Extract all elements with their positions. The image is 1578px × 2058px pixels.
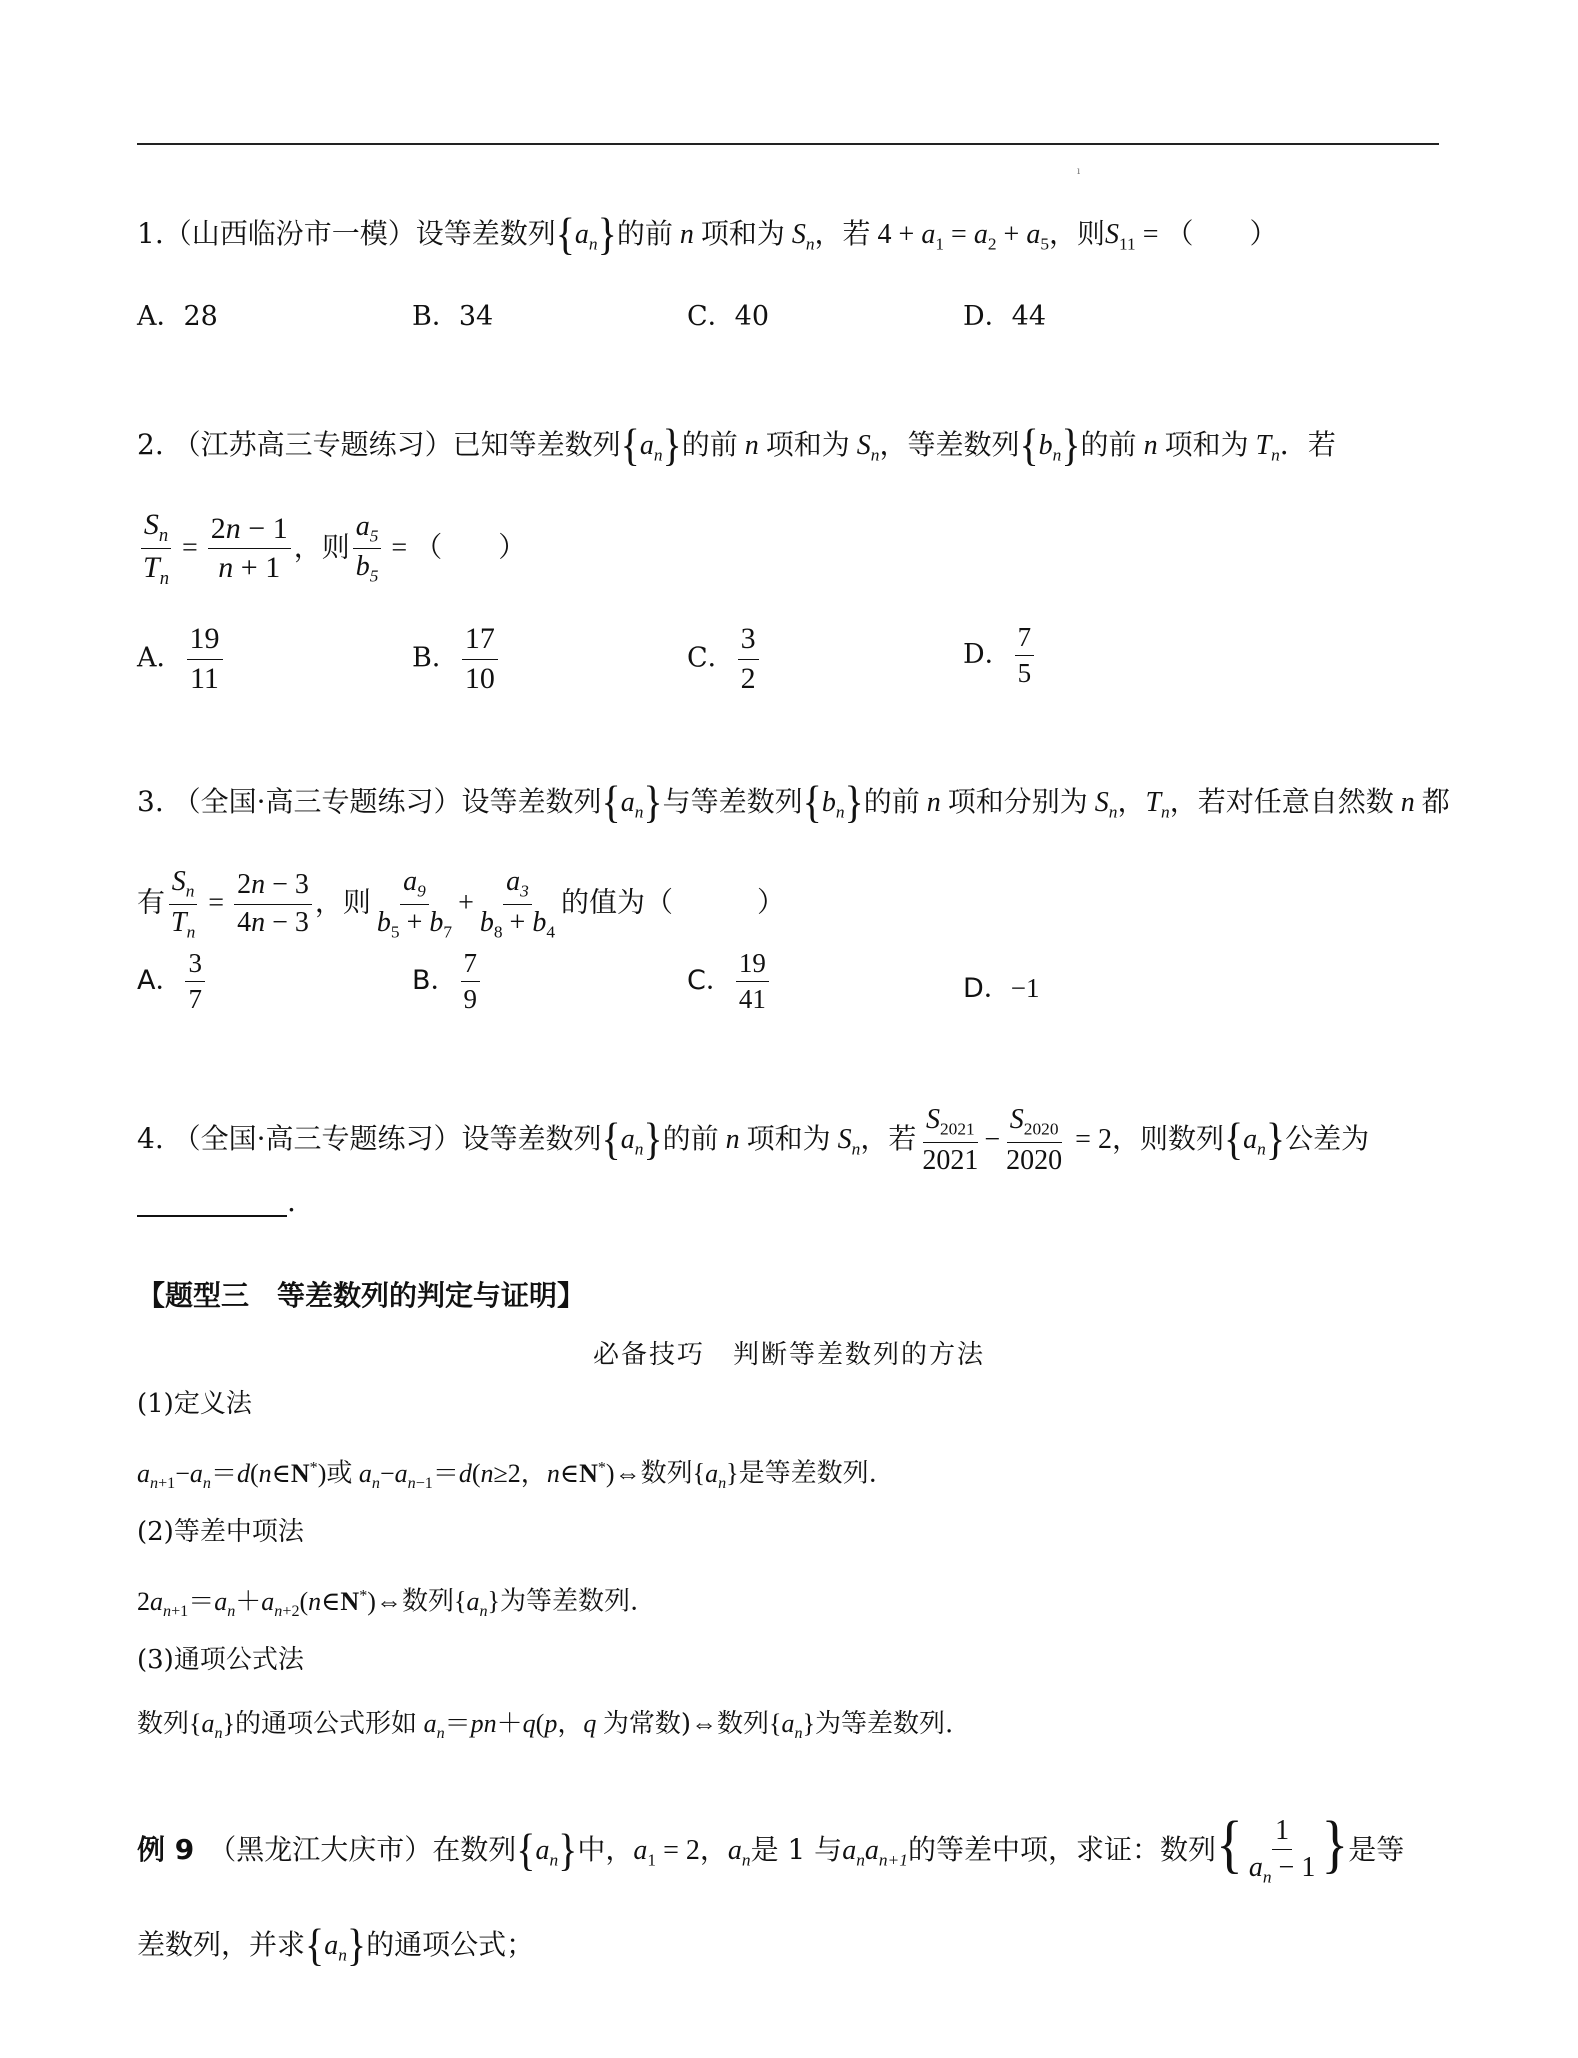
question-4-answer-blank[interactable]: . xyxy=(137,1182,296,1222)
method-1-text: $a_{n+1}-a_n=d(n\in N^*)$或 $a_n-a_{n-1}=d(n\ge 2$，n∈N*)⇔数列$\{a_n\}$是等差数列. xyxy=(137,1458,877,1492)
q3-option-d[interactable]: D．−1 xyxy=(963,973,1040,1004)
method-2-text: $2a_{n+1}=a_n+a_{n+2}(n\in N^*)\Leftrightarrow$数列$\{a_n\}$为等差数列. xyxy=(137,1586,639,1620)
q1-option-a[interactable]: A．28 xyxy=(137,301,218,332)
question-4: 4. （全国·高三专题练习）设等差数列$\{a_n\}$的前 n 项和为 $S_n$，若 $\frac{S_{2021}}{2021}$ − $\frac{S_{2020}}{2020}$ = 2，则数列$\{a_n\}$公差为 xyxy=(137,1104,1370,1176)
q3-option-b[interactable]: B． $\frac{7}{9}$ xyxy=(412,948,483,1015)
q1-option-c[interactable]: C．40 xyxy=(687,301,770,332)
q2-option-b[interactable]: B． $\frac{17}{10}$ xyxy=(412,622,501,696)
technique-title: 必备技巧 判断等差数列的方法 xyxy=(592,1340,985,1370)
method-2-title: (2)等差中项法 xyxy=(137,1517,304,1547)
header-rule xyxy=(137,143,1439,145)
example-9-line-2: 差数列，并求$\{a_n\}$的通项公式； xyxy=(137,1918,535,1971)
method-3-title: (3)通项公式法 xyxy=(137,1645,304,1675)
question-3: 3. （全国·高三专题练习）设等差数列$\{a_n\}$与等差数列$\{b_n\}$的前 n 项和分别为 $S_n$，$T_n$，若对任意自然数 n 都 xyxy=(137,775,1450,828)
question-2: 2. （江苏高三专题练习）已知等差数列$\{a_n\}$的前 n 项和为 $S_n$，等差数列$\{b_n\}$的前 n 项和为 $T_n$．若 xyxy=(137,418,1336,471)
q2-option-d[interactable]: D． $\frac{7}{5}$ xyxy=(963,622,1037,689)
question-3-condition: 有 $\frac{S_n}{T_n}$ = $\frac{2n - 3}{4n - 3}$ ，则 $\frac{a_9}{b_5 + b_7}$ + $\frac{a_3}{b_8 + b_4}$ 的值为（ ） xyxy=(137,866,786,942)
q2-option-a[interactable]: A． $\frac{19}{11}$ xyxy=(137,622,226,696)
method-3-text: 数列$\{a_n\}$的通项公式形如 $a_n=pn+q(p$，q 为常数)⇔数列$\{a_n\}$为等差数列. xyxy=(137,1709,954,1743)
q2-option-c[interactable]: C． $\frac{3}{2}$ xyxy=(687,622,762,696)
q1-option-d[interactable]: D．44 xyxy=(963,301,1047,332)
section-title: 【题型三 等差数列的判定与证明】 xyxy=(137,1279,586,1312)
q3-option-a[interactable]: A． $\frac{3}{7}$ xyxy=(137,948,208,1015)
question-1: 1.（山西临汾市一模）设等差数列$\{a_n\}$的前 n 项和为 $S_n$，若 $4 + a_1 = a_2 + a_5$，则$S_{11}$ = （ ） xyxy=(137,207,1278,260)
q3-option-c[interactable]: C． $\frac{19}{41}$ xyxy=(687,948,772,1015)
tiny-mark: ı xyxy=(1077,166,1081,177)
question-2-condition: $\frac{S_n}{T_n}$ = $\frac{2n - 1}{n + 1}$ ，则 $\frac{a_5}{b_5}$ = （ ） xyxy=(137,508,526,590)
q1-option-b[interactable]: B．34 xyxy=(412,301,494,332)
example-9: 例 9 （黑龙江大庆市）在数列$\{a_n\}$中，$a_1 = 2$，$a_n$是 1 与$a_na_{n+1}$的等差中项，求证：数列{ $\frac{1}{a_n - 1}$ }是等 xyxy=(137,1809,1405,1887)
answer-blank[interactable] xyxy=(137,1215,287,1217)
method-1-title: (1)定义法 xyxy=(137,1389,252,1419)
